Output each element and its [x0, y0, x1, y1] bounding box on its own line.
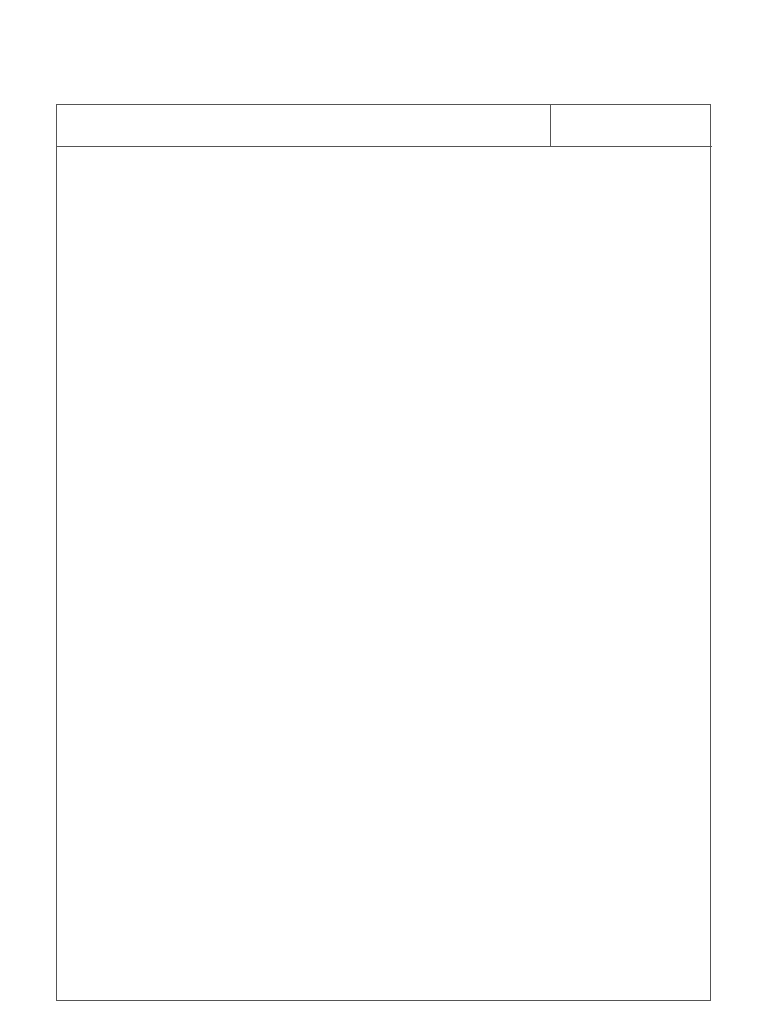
table-header [57, 105, 712, 147]
questionnaire-table [56, 104, 711, 1001]
scale-header [550, 105, 713, 146]
